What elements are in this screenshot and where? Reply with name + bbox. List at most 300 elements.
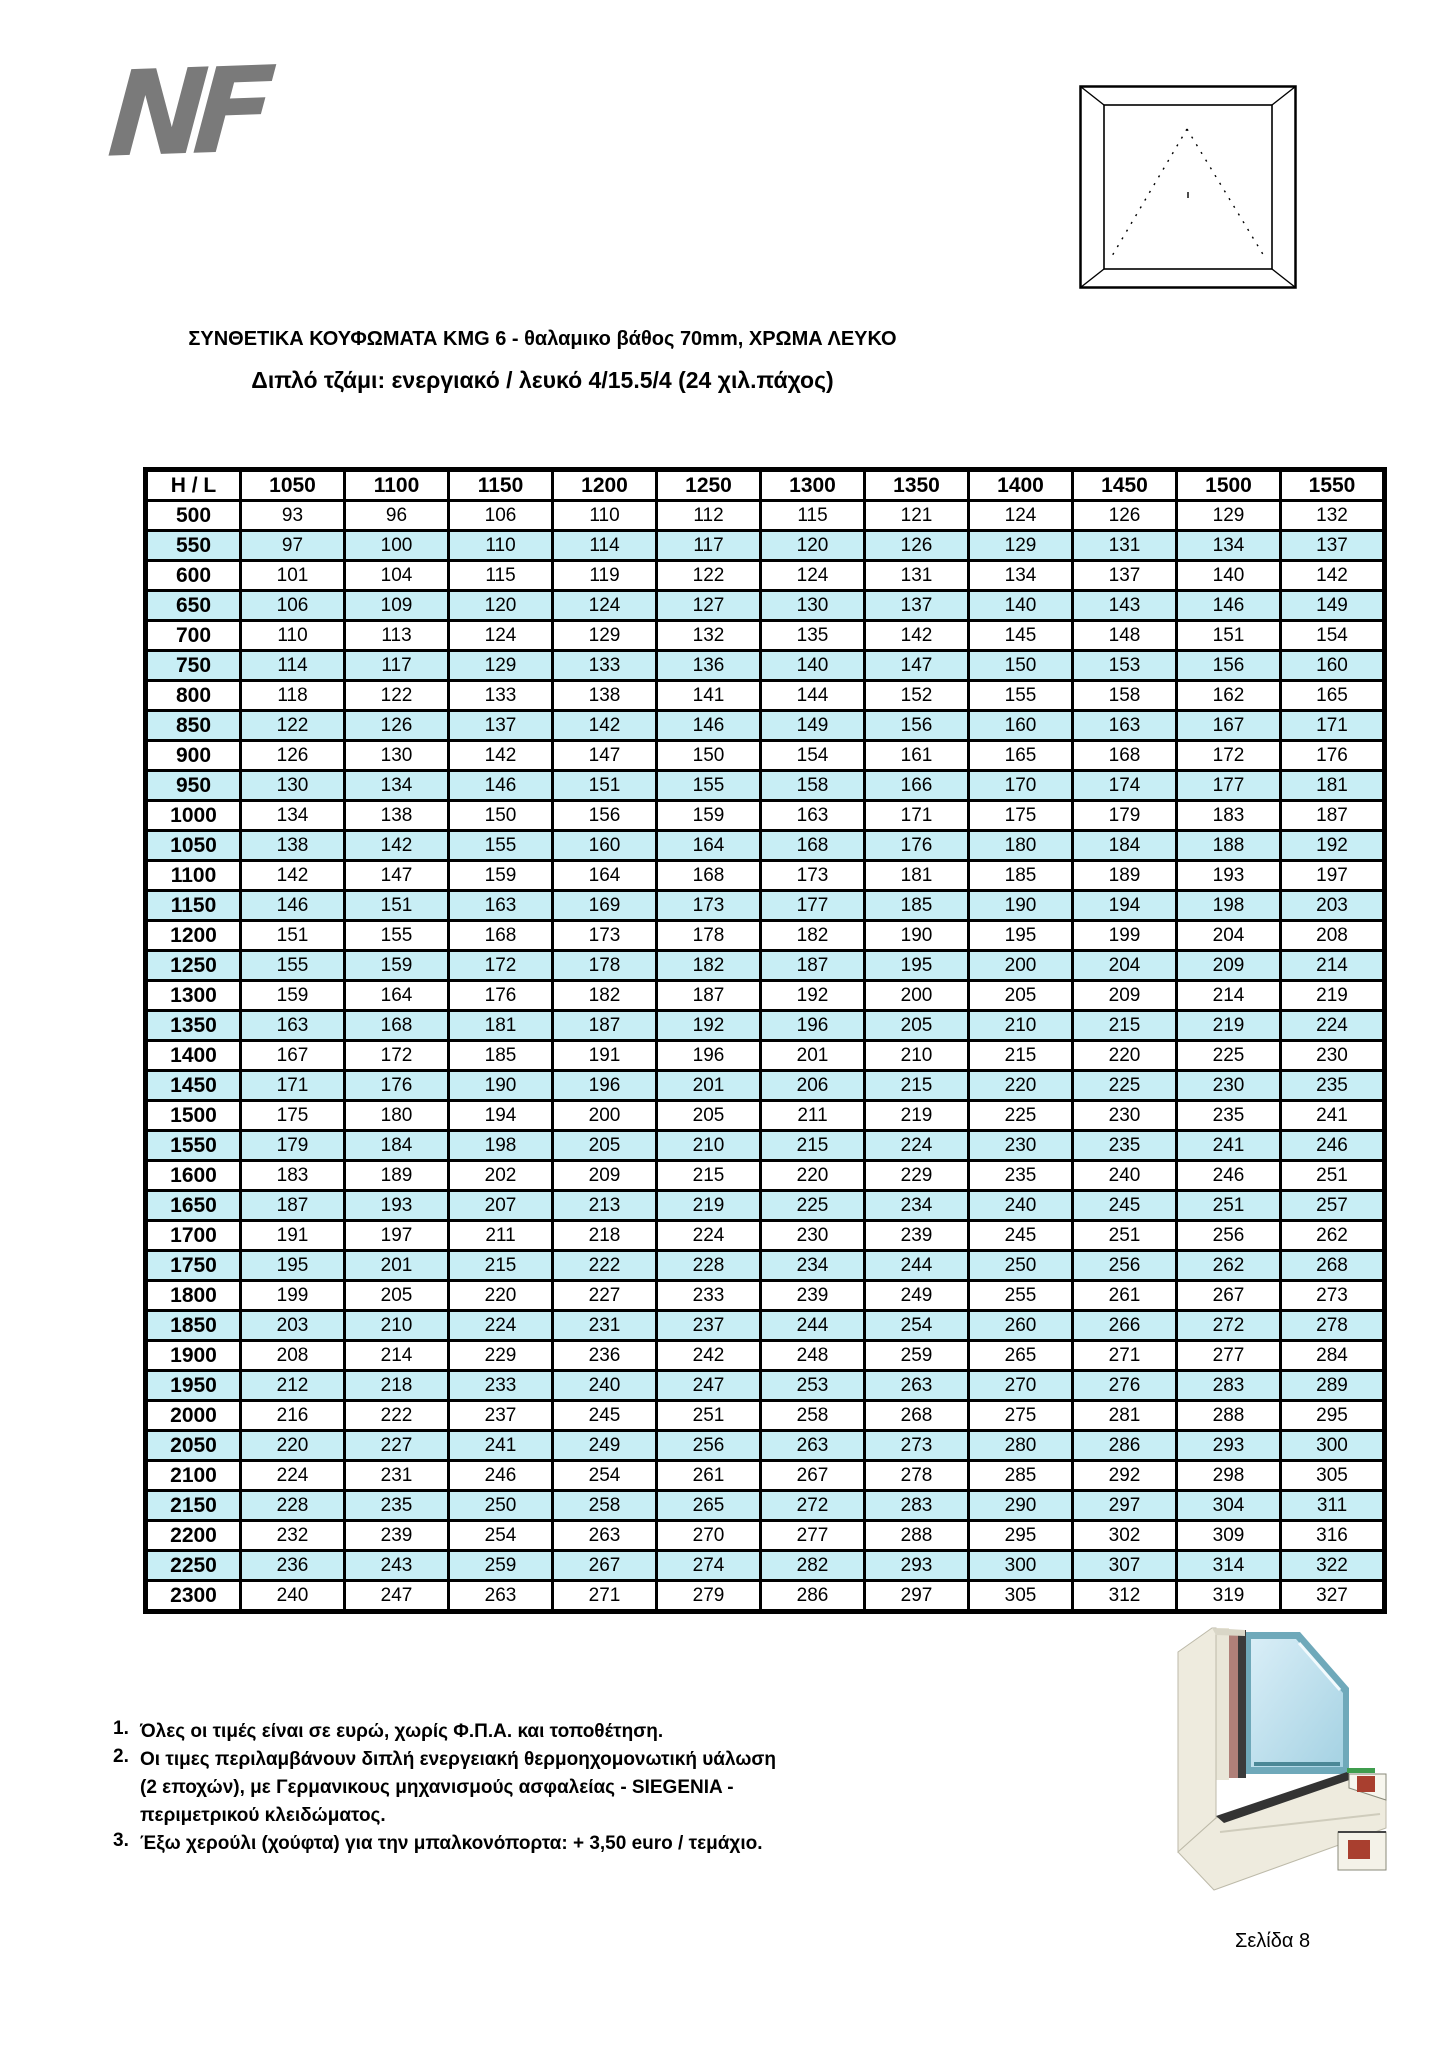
price-cell: 225 bbox=[761, 1191, 865, 1221]
price-cell: 115 bbox=[761, 501, 865, 531]
window-corner-profile-photo bbox=[1150, 1618, 1400, 1903]
price-cell: 160 bbox=[553, 831, 657, 861]
price-cell: 261 bbox=[1073, 1281, 1177, 1311]
price-cell: 233 bbox=[657, 1281, 761, 1311]
price-cell: 239 bbox=[345, 1521, 449, 1551]
price-cell: 142 bbox=[449, 741, 553, 771]
price-cell: 297 bbox=[1073, 1491, 1177, 1521]
price-cell: 153 bbox=[1073, 651, 1177, 681]
note-number: 3. bbox=[113, 1830, 129, 1851]
price-cell: 142 bbox=[1281, 561, 1385, 591]
price-cell: 142 bbox=[553, 711, 657, 741]
price-table bbox=[143, 467, 1387, 1614]
price-cell: 150 bbox=[657, 741, 761, 771]
table-row bbox=[146, 771, 1385, 801]
price-cell: 297 bbox=[865, 1581, 969, 1612]
price-cell: 182 bbox=[657, 951, 761, 981]
price-cell: 137 bbox=[865, 591, 969, 621]
price-cell: 200 bbox=[553, 1101, 657, 1131]
price-cell: 127 bbox=[657, 591, 761, 621]
price-cell: 265 bbox=[657, 1491, 761, 1521]
price-cell: 230 bbox=[969, 1131, 1073, 1161]
price-cell: 177 bbox=[761, 891, 865, 921]
price-cell: 181 bbox=[865, 861, 969, 891]
price-cell: 236 bbox=[241, 1551, 345, 1581]
price-cell: 113 bbox=[345, 621, 449, 651]
price-cell: 293 bbox=[1177, 1431, 1281, 1461]
price-cell: 227 bbox=[553, 1281, 657, 1311]
price-cell: 112 bbox=[657, 501, 761, 531]
price-cell: 205 bbox=[345, 1281, 449, 1311]
price-cell: 178 bbox=[553, 951, 657, 981]
table-row bbox=[146, 591, 1385, 621]
price-cell: 129 bbox=[1177, 501, 1281, 531]
price-cell: 300 bbox=[969, 1551, 1073, 1581]
price-cell: 247 bbox=[657, 1371, 761, 1401]
price-cell: 230 bbox=[761, 1221, 865, 1251]
price-cell: 280 bbox=[969, 1431, 1073, 1461]
price-cell: 251 bbox=[657, 1401, 761, 1431]
price-cell: 319 bbox=[1177, 1581, 1281, 1612]
price-cell: 120 bbox=[761, 531, 865, 561]
column-header-cell: 1400 bbox=[969, 470, 1073, 501]
price-cell: 122 bbox=[657, 561, 761, 591]
price-cell: 129 bbox=[449, 651, 553, 681]
price-cell: 165 bbox=[1281, 681, 1385, 711]
price-cell: 267 bbox=[553, 1551, 657, 1581]
price-cell: 311 bbox=[1281, 1491, 1385, 1521]
price-cell: 205 bbox=[657, 1101, 761, 1131]
price-cell: 154 bbox=[1281, 621, 1385, 651]
price-cell: 282 bbox=[761, 1551, 865, 1581]
row-header-cell: 1300 bbox=[146, 981, 241, 1011]
table-row bbox=[146, 1461, 1385, 1491]
price-cell: 178 bbox=[657, 921, 761, 951]
price-cell: 155 bbox=[449, 831, 553, 861]
price-cell: 250 bbox=[449, 1491, 553, 1521]
row-header-cell: 1000 bbox=[146, 801, 241, 831]
price-cell: 241 bbox=[449, 1431, 553, 1461]
price-cell: 171 bbox=[1281, 711, 1385, 741]
price-cell: 229 bbox=[449, 1341, 553, 1371]
note-line: Έξω χερούλι (χούφτα) για την μπαλκονόπορτα: + 3,50 euro / τεμάχιο. bbox=[140, 1833, 763, 1854]
price-cell: 192 bbox=[657, 1011, 761, 1041]
price-cell: 219 bbox=[1177, 1011, 1281, 1041]
table-header-row bbox=[146, 470, 1385, 501]
price-cell: 230 bbox=[1281, 1041, 1385, 1071]
price-cell: 142 bbox=[865, 621, 969, 651]
price-cell: 183 bbox=[1177, 801, 1281, 831]
page-title: ΣΥΝΘΕΤΙΚΑ ΚΟΥΦΩΜΑΤΑ KMG 6 - θαλαμικο βάθος 70mm, ΧΡΩΜΑ ΛΕΥΚΟ bbox=[188, 328, 897, 350]
price-cell: 190 bbox=[865, 921, 969, 951]
table-row bbox=[146, 831, 1385, 861]
price-cell: 163 bbox=[449, 891, 553, 921]
price-cell: 256 bbox=[1073, 1251, 1177, 1281]
price-cell: 235 bbox=[1177, 1101, 1281, 1131]
price-cell: 109 bbox=[345, 591, 449, 621]
price-cell: 249 bbox=[553, 1431, 657, 1461]
row-header-cell: 2050 bbox=[146, 1431, 241, 1461]
price-cell: 124 bbox=[449, 621, 553, 651]
price-cell: 235 bbox=[345, 1491, 449, 1521]
price-cell: 104 bbox=[345, 561, 449, 591]
price-cell: 256 bbox=[657, 1431, 761, 1461]
price-cell: 222 bbox=[553, 1251, 657, 1281]
price-cell: 236 bbox=[553, 1341, 657, 1371]
price-cell: 273 bbox=[865, 1431, 969, 1461]
price-cell: 224 bbox=[865, 1131, 969, 1161]
price-cell: 327 bbox=[1281, 1581, 1385, 1612]
price-cell: 138 bbox=[553, 681, 657, 711]
price-cell: 120 bbox=[449, 591, 553, 621]
price-cell: 149 bbox=[761, 711, 865, 741]
price-cell: 224 bbox=[241, 1461, 345, 1491]
price-cell: 140 bbox=[761, 651, 865, 681]
price-cell: 286 bbox=[761, 1581, 865, 1612]
price-cell: 191 bbox=[241, 1221, 345, 1251]
price-cell: 137 bbox=[449, 711, 553, 741]
price-cell: 163 bbox=[241, 1011, 345, 1041]
tilt-window-diagram-icon bbox=[1078, 84, 1298, 295]
price-cell: 210 bbox=[345, 1311, 449, 1341]
price-cell: 193 bbox=[1177, 861, 1281, 891]
price-cell: 259 bbox=[449, 1551, 553, 1581]
price-cell: 289 bbox=[1281, 1371, 1385, 1401]
table-row bbox=[146, 1161, 1385, 1191]
price-cell: 200 bbox=[969, 951, 1073, 981]
price-cell: 283 bbox=[865, 1491, 969, 1521]
price-cell: 316 bbox=[1281, 1521, 1385, 1551]
price-cell: 247 bbox=[345, 1581, 449, 1612]
price-cell: 181 bbox=[1281, 771, 1385, 801]
price-cell: 302 bbox=[1073, 1521, 1177, 1551]
price-cell: 142 bbox=[241, 861, 345, 891]
row-header-cell: 950 bbox=[146, 771, 241, 801]
price-cell: 164 bbox=[553, 861, 657, 891]
price-cell: 292 bbox=[1073, 1461, 1177, 1491]
price-cell: 293 bbox=[865, 1551, 969, 1581]
row-header-cell: 1900 bbox=[146, 1341, 241, 1371]
price-cell: 195 bbox=[865, 951, 969, 981]
price-cell: 182 bbox=[761, 921, 865, 951]
price-cell: 235 bbox=[1281, 1071, 1385, 1101]
price-cell: 182 bbox=[553, 981, 657, 1011]
price-cell: 268 bbox=[1281, 1251, 1385, 1281]
price-cell: 259 bbox=[865, 1341, 969, 1371]
price-cell: 176 bbox=[1281, 741, 1385, 771]
price-cell: 199 bbox=[241, 1281, 345, 1311]
price-cell: 263 bbox=[761, 1431, 865, 1461]
price-table-wrapper bbox=[143, 467, 1387, 1614]
price-cell: 224 bbox=[1281, 1011, 1385, 1041]
price-cell: 180 bbox=[345, 1101, 449, 1131]
column-header-cell: 1550 bbox=[1281, 470, 1385, 501]
price-cell: 284 bbox=[1281, 1341, 1385, 1371]
price-cell: 305 bbox=[969, 1581, 1073, 1612]
table-row bbox=[146, 1551, 1385, 1581]
price-cell: 133 bbox=[553, 651, 657, 681]
price-cell: 211 bbox=[761, 1101, 865, 1131]
price-cell: 214 bbox=[1177, 981, 1281, 1011]
price-cell: 224 bbox=[449, 1311, 553, 1341]
price-cell: 126 bbox=[1073, 501, 1177, 531]
corner-header-cell: H / L bbox=[146, 470, 241, 501]
price-cell: 171 bbox=[241, 1071, 345, 1101]
price-cell: 251 bbox=[1073, 1221, 1177, 1251]
price-cell: 184 bbox=[1073, 831, 1177, 861]
price-cell: 185 bbox=[865, 891, 969, 921]
price-cell: 193 bbox=[345, 1191, 449, 1221]
price-cell: 197 bbox=[1281, 861, 1385, 891]
column-header-cell: 1150 bbox=[449, 470, 553, 501]
price-cell: 148 bbox=[1073, 621, 1177, 651]
price-cell: 230 bbox=[1073, 1101, 1177, 1131]
price-cell: 124 bbox=[969, 501, 1073, 531]
table-row bbox=[146, 1521, 1385, 1551]
price-cell: 218 bbox=[345, 1371, 449, 1401]
row-header-cell: 1400 bbox=[146, 1041, 241, 1071]
price-cell: 180 bbox=[969, 831, 1073, 861]
price-cell: 273 bbox=[1281, 1281, 1385, 1311]
price-cell: 126 bbox=[241, 741, 345, 771]
price-cell: 204 bbox=[1073, 951, 1177, 981]
price-cell: 174 bbox=[1073, 771, 1177, 801]
price-cell: 225 bbox=[969, 1101, 1073, 1131]
price-cell: 290 bbox=[969, 1491, 1073, 1521]
footer-notes bbox=[113, 1718, 776, 1858]
price-cell: 158 bbox=[761, 771, 865, 801]
price-cell: 159 bbox=[241, 981, 345, 1011]
price-cell: 146 bbox=[449, 771, 553, 801]
price-cell: 278 bbox=[1281, 1311, 1385, 1341]
price-cell: 271 bbox=[1073, 1341, 1177, 1371]
price-cell: 154 bbox=[761, 741, 865, 771]
price-cell: 122 bbox=[241, 711, 345, 741]
price-cell: 196 bbox=[553, 1071, 657, 1101]
table-row bbox=[146, 1251, 1385, 1281]
price-cell: 295 bbox=[1281, 1401, 1385, 1431]
price-cell: 314 bbox=[1177, 1551, 1281, 1581]
price-cell: 196 bbox=[657, 1041, 761, 1071]
price-cell: 160 bbox=[969, 711, 1073, 741]
price-cell: 106 bbox=[241, 591, 345, 621]
note-line: Όλες οι τιμές είναι σε ευρώ, χωρίς Φ.Π.Α. και τοποθέτηση. bbox=[140, 1721, 664, 1742]
price-cell: 256 bbox=[1177, 1221, 1281, 1251]
price-cell: 147 bbox=[345, 861, 449, 891]
column-header-cell: 1450 bbox=[1073, 470, 1177, 501]
price-cell: 216 bbox=[241, 1401, 345, 1431]
price-cell: 141 bbox=[657, 681, 761, 711]
price-cell: 244 bbox=[865, 1251, 969, 1281]
price-cell: 131 bbox=[1073, 531, 1177, 561]
price-cell: 152 bbox=[865, 681, 969, 711]
table-row bbox=[146, 711, 1385, 741]
price-cell: 150 bbox=[449, 801, 553, 831]
price-cell: 245 bbox=[969, 1221, 1073, 1251]
row-header-cell: 900 bbox=[146, 741, 241, 771]
price-cell: 138 bbox=[345, 801, 449, 831]
price-cell: 275 bbox=[969, 1401, 1073, 1431]
price-cell: 279 bbox=[657, 1581, 761, 1612]
price-cell: 155 bbox=[241, 951, 345, 981]
table-row bbox=[146, 501, 1385, 531]
price-cell: 249 bbox=[865, 1281, 969, 1311]
table-row bbox=[146, 1221, 1385, 1251]
note-1 bbox=[113, 1718, 776, 1746]
price-cell: 209 bbox=[1073, 981, 1177, 1011]
table-row bbox=[146, 1071, 1385, 1101]
price-cell: 201 bbox=[761, 1041, 865, 1071]
table-row bbox=[146, 621, 1385, 651]
price-cell: 106 bbox=[449, 501, 553, 531]
price-cell: 231 bbox=[345, 1461, 449, 1491]
price-cell: 175 bbox=[969, 801, 1073, 831]
price-cell: 228 bbox=[241, 1491, 345, 1521]
price-cell: 173 bbox=[657, 891, 761, 921]
price-cell: 189 bbox=[1073, 861, 1177, 891]
price-cell: 179 bbox=[241, 1131, 345, 1161]
note-2 bbox=[113, 1746, 776, 1830]
price-cell: 149 bbox=[1281, 591, 1385, 621]
price-cell: 159 bbox=[345, 951, 449, 981]
price-cell: 130 bbox=[345, 741, 449, 771]
column-header-cell: 1200 bbox=[553, 470, 657, 501]
row-header-cell: 1750 bbox=[146, 1251, 241, 1281]
price-cell: 283 bbox=[1177, 1371, 1281, 1401]
price-cell: 210 bbox=[657, 1131, 761, 1161]
price-cell: 304 bbox=[1177, 1491, 1281, 1521]
price-cell: 267 bbox=[761, 1461, 865, 1491]
price-cell: 243 bbox=[345, 1551, 449, 1581]
price-cell: 156 bbox=[865, 711, 969, 741]
price-cell: 163 bbox=[761, 801, 865, 831]
price-cell: 185 bbox=[449, 1041, 553, 1071]
row-header-cell: 1550 bbox=[146, 1131, 241, 1161]
price-cell: 272 bbox=[761, 1491, 865, 1521]
price-cell: 263 bbox=[865, 1371, 969, 1401]
price-cell: 151 bbox=[1177, 621, 1281, 651]
price-cell: 126 bbox=[865, 531, 969, 561]
price-cell: 248 bbox=[761, 1341, 865, 1371]
price-cell: 194 bbox=[449, 1101, 553, 1131]
row-header-cell: 1150 bbox=[146, 891, 241, 921]
price-cell: 281 bbox=[1073, 1401, 1177, 1431]
price-cell: 210 bbox=[969, 1011, 1073, 1041]
price-cell: 212 bbox=[241, 1371, 345, 1401]
price-cell: 183 bbox=[241, 1161, 345, 1191]
column-header-cell: 1500 bbox=[1177, 470, 1281, 501]
price-cell: 220 bbox=[969, 1071, 1073, 1101]
price-cell: 240 bbox=[969, 1191, 1073, 1221]
price-cell: 156 bbox=[1177, 651, 1281, 681]
price-cell: 272 bbox=[1177, 1311, 1281, 1341]
price-cell: 93 bbox=[241, 501, 345, 531]
price-cell: 199 bbox=[1073, 921, 1177, 951]
price-cell: 140 bbox=[1177, 561, 1281, 591]
price-cell: 222 bbox=[345, 1401, 449, 1431]
price-cell: 234 bbox=[761, 1251, 865, 1281]
price-cell: 110 bbox=[449, 531, 553, 561]
price-cell: 267 bbox=[1177, 1281, 1281, 1311]
price-cell: 254 bbox=[865, 1311, 969, 1341]
price-cell: 158 bbox=[1073, 681, 1177, 711]
price-cell: 146 bbox=[241, 891, 345, 921]
price-cell: 231 bbox=[553, 1311, 657, 1341]
price-cell: 224 bbox=[657, 1221, 761, 1251]
price-cell: 322 bbox=[1281, 1551, 1385, 1581]
table-row bbox=[146, 1281, 1385, 1311]
price-cell: 239 bbox=[761, 1281, 865, 1311]
row-header-cell: 1800 bbox=[146, 1281, 241, 1311]
price-cell: 126 bbox=[345, 711, 449, 741]
price-cell: 251 bbox=[1281, 1161, 1385, 1191]
price-cell: 144 bbox=[761, 681, 865, 711]
price-cell: 240 bbox=[241, 1581, 345, 1612]
price-cell: 155 bbox=[657, 771, 761, 801]
column-header-cell: 1250 bbox=[657, 470, 761, 501]
note-line: (2 εποχών), με Γερμανικους μηχανισμούς ασφαλείας - SIEGENIA - bbox=[140, 1777, 734, 1798]
price-cell: 101 bbox=[241, 561, 345, 591]
price-cell: 241 bbox=[1177, 1131, 1281, 1161]
row-header-cell: 500 bbox=[146, 501, 241, 531]
price-cell: 175 bbox=[241, 1101, 345, 1131]
price-cell: 225 bbox=[1177, 1041, 1281, 1071]
price-cell: 206 bbox=[761, 1071, 865, 1101]
price-cell: 215 bbox=[449, 1251, 553, 1281]
table-row bbox=[146, 1491, 1385, 1521]
price-cell: 214 bbox=[1281, 951, 1385, 981]
price-cell: 258 bbox=[553, 1491, 657, 1521]
price-cell: 230 bbox=[1177, 1071, 1281, 1101]
price-cell: 215 bbox=[761, 1131, 865, 1161]
price-cell: 143 bbox=[1073, 591, 1177, 621]
price-cell: 271 bbox=[553, 1581, 657, 1612]
price-cell: 138 bbox=[241, 831, 345, 861]
nf-logo: NF bbox=[104, 40, 266, 184]
price-cell: 192 bbox=[1281, 831, 1385, 861]
price-cell: 195 bbox=[241, 1251, 345, 1281]
price-cell: 240 bbox=[553, 1371, 657, 1401]
table-row bbox=[146, 951, 1385, 981]
price-cell: 132 bbox=[657, 621, 761, 651]
price-cell: 168 bbox=[345, 1011, 449, 1041]
table-row bbox=[146, 651, 1385, 681]
price-cell: 246 bbox=[449, 1461, 553, 1491]
price-cell: 134 bbox=[241, 801, 345, 831]
price-cell: 215 bbox=[865, 1071, 969, 1101]
price-cell: 295 bbox=[969, 1521, 1073, 1551]
price-cell: 239 bbox=[865, 1221, 969, 1251]
price-cell: 140 bbox=[969, 591, 1073, 621]
price-cell: 146 bbox=[657, 711, 761, 741]
table-row bbox=[146, 1401, 1385, 1431]
price-cell: 145 bbox=[969, 621, 1073, 651]
price-cell: 147 bbox=[553, 741, 657, 771]
price-cell: 258 bbox=[761, 1401, 865, 1431]
price-cell: 261 bbox=[657, 1461, 761, 1491]
row-header-cell: 1250 bbox=[146, 951, 241, 981]
price-cell: 205 bbox=[969, 981, 1073, 1011]
price-cell: 209 bbox=[553, 1161, 657, 1191]
row-header-cell: 700 bbox=[146, 621, 241, 651]
row-header-cell: 1850 bbox=[146, 1311, 241, 1341]
price-cell: 129 bbox=[553, 621, 657, 651]
table-row bbox=[146, 921, 1385, 951]
price-cell: 215 bbox=[1073, 1011, 1177, 1041]
price-cell: 277 bbox=[761, 1521, 865, 1551]
note-3 bbox=[113, 1830, 776, 1858]
price-cell: 115 bbox=[449, 561, 553, 591]
